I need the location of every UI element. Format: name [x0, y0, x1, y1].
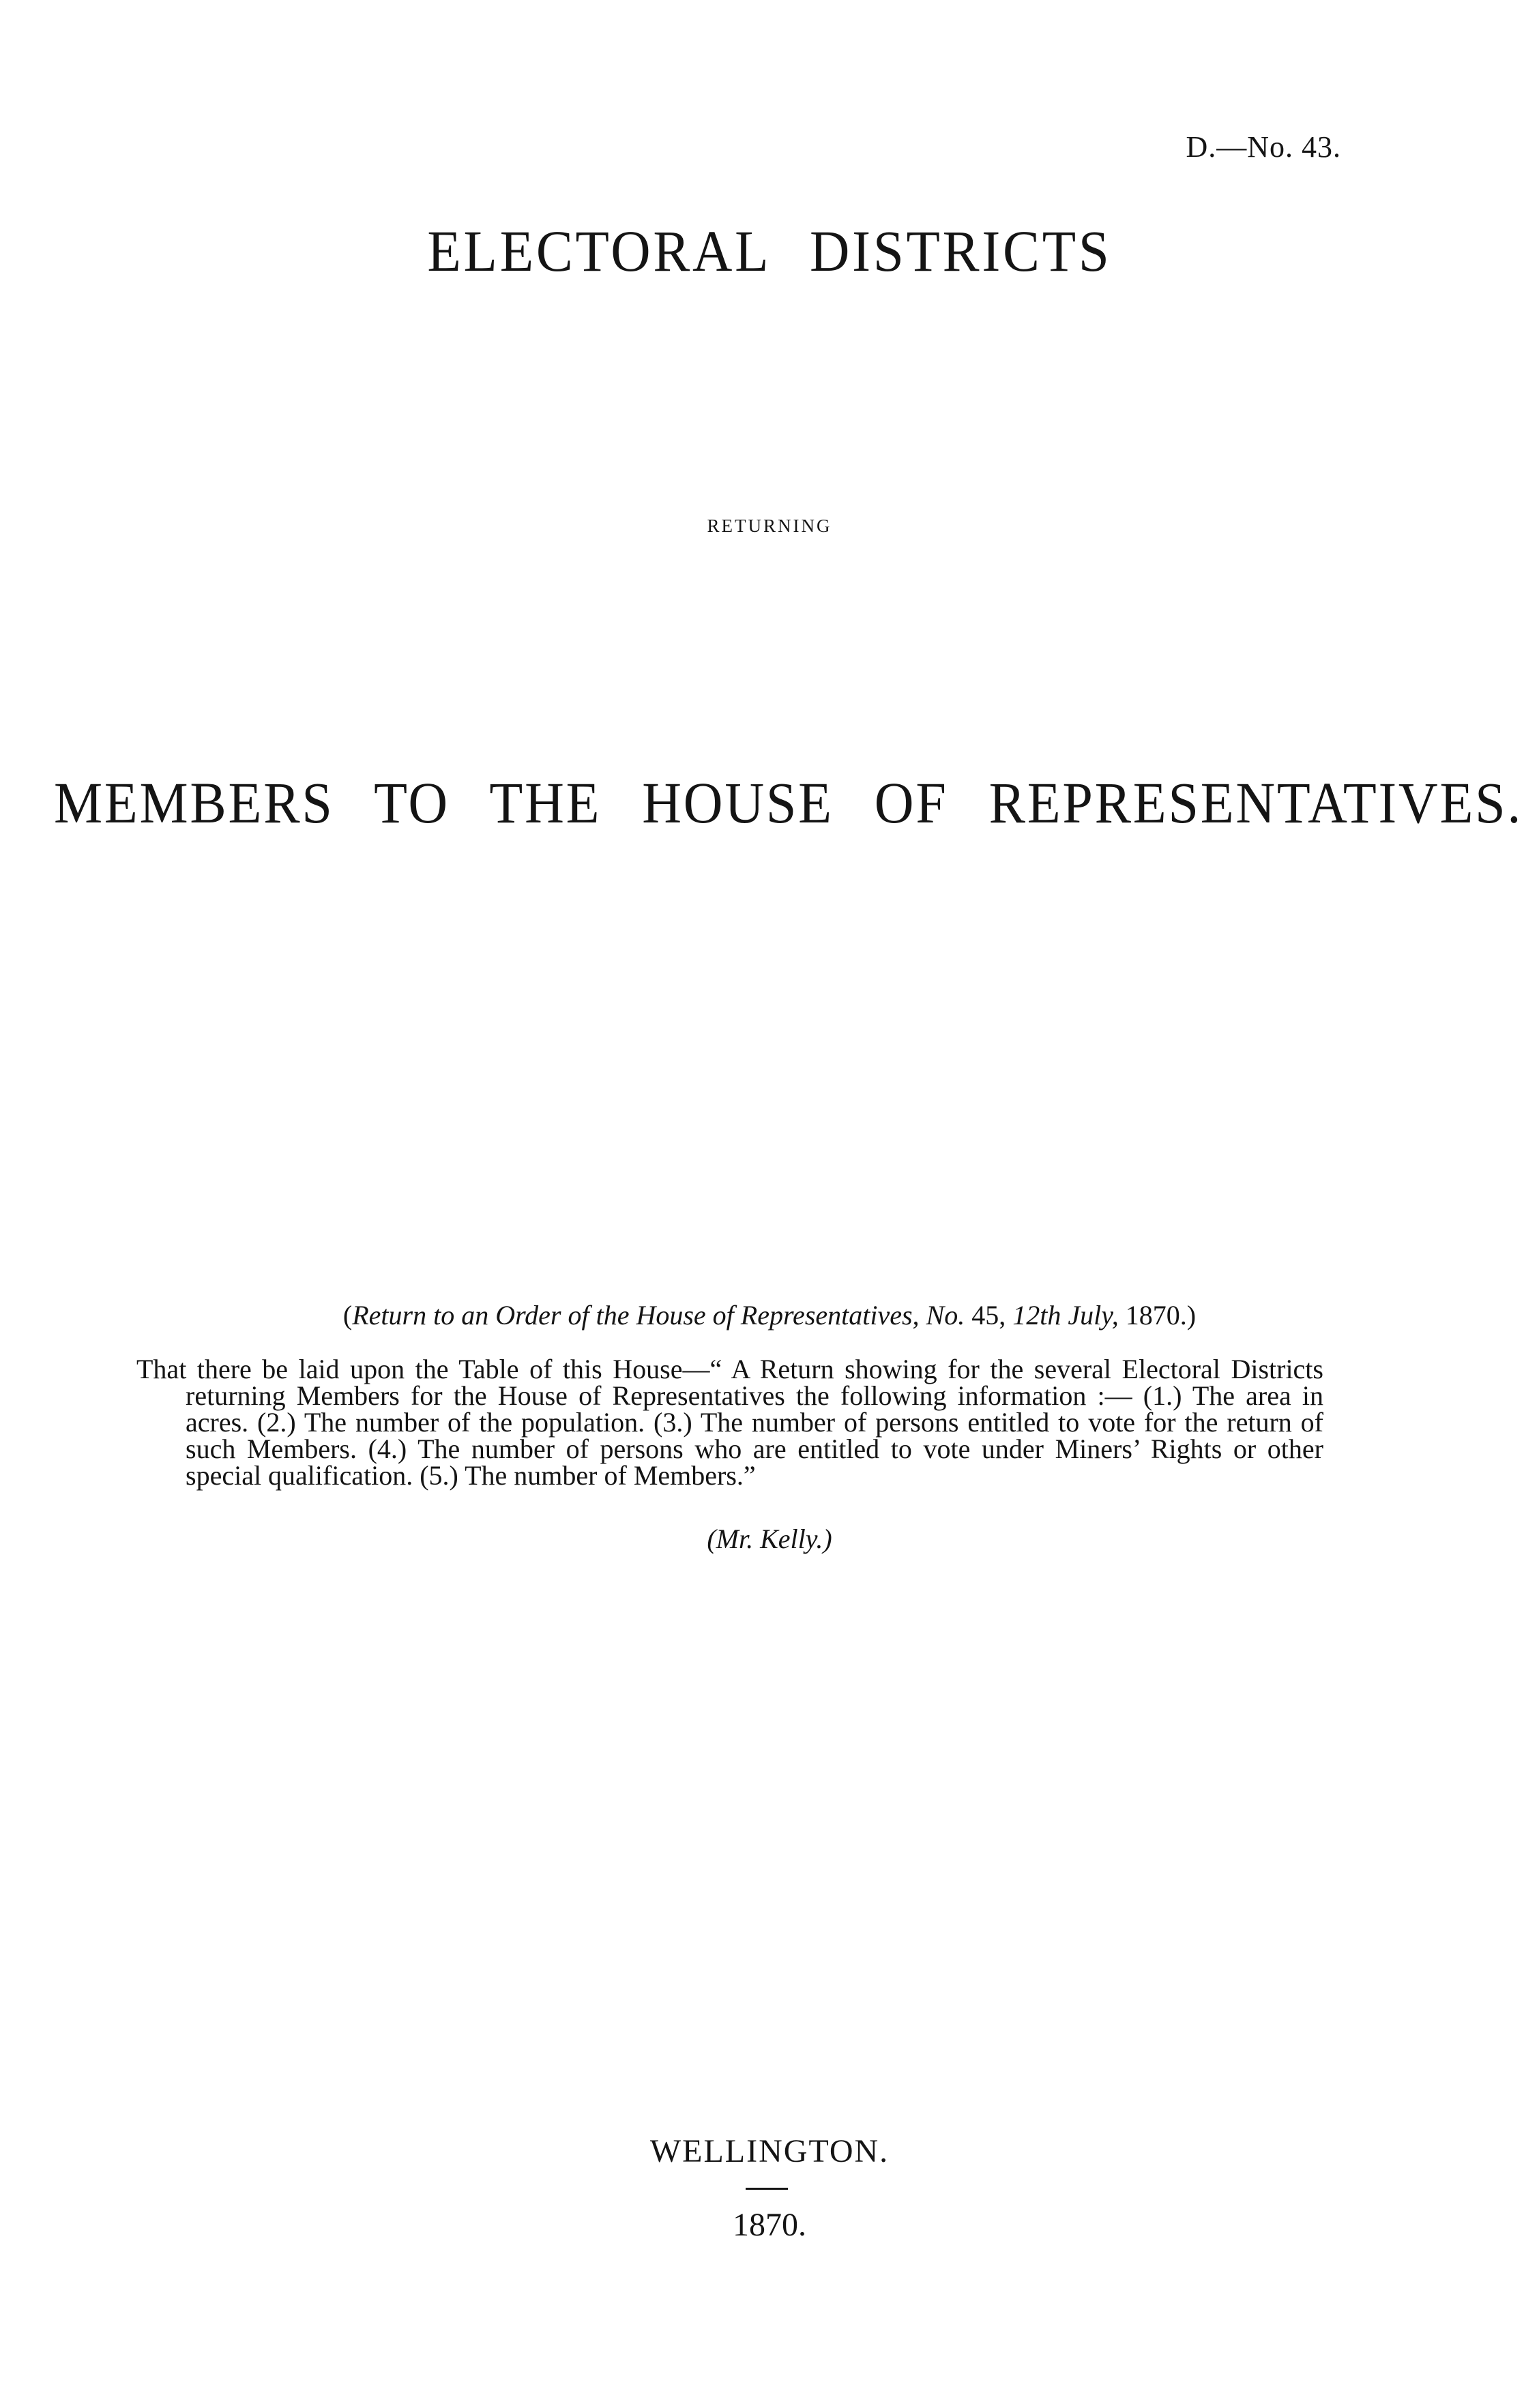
imprint-place: WELLINGTON.	[649, 2133, 890, 2169]
order-date: 12th July,	[1012, 1300, 1119, 1331]
order-italic-text: Return to an Order of the House of Representatives, No.	[352, 1300, 965, 1331]
title-members-house-of-representatives: MEMBERS TO THE HOUSE OF REPRESENTATIVES.	[53, 770, 1523, 835]
order-number: 45,	[965, 1300, 1013, 1331]
title-connector-returning: RETURNING	[707, 516, 832, 536]
document-reference-number: D.—No. 43.	[1186, 130, 1341, 164]
order-year: 1870.)	[1118, 1300, 1197, 1331]
order-reference-line	[0, 1299, 1539, 1331]
order-open-paren: (	[342, 1300, 353, 1331]
imprint-divider	[746, 2188, 788, 2190]
motion-text: That there be laid upon the Table of this House—“ A Return showing for the several Electoral Districts returning Members for the House of Representatives the following information :— (1.) The area in acres. (2.) The number of the population. (3.) The number of persons entitled to vote for the return of such Members. (4.) The number of persons who are entitled to vote under Miners’ Rights or other special qualification. (5.) The number of Members.”	[136, 1354, 1323, 1491]
motion-paragraph	[136, 1356, 1323, 1489]
title-electoral-districts: ELECTORAL DISTRICTS	[427, 218, 1112, 284]
mover-name: (Mr. Kelly.)	[707, 1523, 832, 1554]
imprint-year: 1870.	[733, 2207, 806, 2243]
